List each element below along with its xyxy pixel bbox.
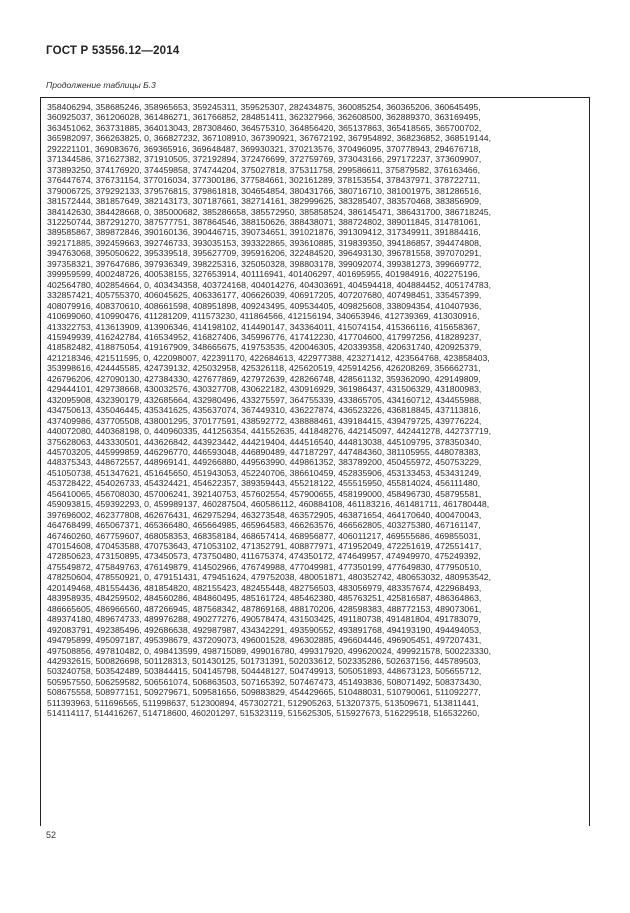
table-row: 464768499, 465067371, 465366480, 465664985, 465964583, 466263576, 466562805, 403275380, 467161147, <box>47 520 481 531</box>
document-header: ГОСТ Р 53556.12—2014 <box>46 45 180 57</box>
table-row: 408079916, 408370610, 408661598, 408951898, 409243495, 409534405, 409825608, 338094354, 410407936, <box>47 300 482 311</box>
table-row: 489374180, 489674733, 489976288, 490277276, 490578474, 431503425, 491180738, 491481804, 491783079, <box>47 614 481 625</box>
table-row: 381572444, 381857649, 382143173, 307187661, 382714161, 382999625, 383285407, 383570468, 383856909, <box>47 196 482 207</box>
table-row: 373893250, 374176920, 374459858, 374744204, 375027818, 375311758, 299586611, 375879582, 376163466, <box>47 164 481 175</box>
table-row: 486665605, 486966560, 487266945, 487568342, 487869168, 488170206, 428598383, 488772153, 489073061, <box>47 603 482 614</box>
table-row: 497508856, 497810482, 0, 498413599, 498715089, 499016780, 499317920, 499620024, 499921578, 500223330, <box>47 645 492 656</box>
table-row: 437409986, 437705508, 438001295, 370177591, 438592772, 438888461, 439184415, 439479725, 439776224, <box>47 415 482 426</box>
table-row: 392171885, 392459663, 392746733, 393035153, 393322865, 393610885, 319839350, 394186857, 394474808, <box>47 237 482 248</box>
table-row: 353998616, 424445585, 424739132, 425032958, 425326118, 425620519, 425914256, 426208269, 356662731, <box>47 363 481 374</box>
page-number: 52 <box>46 830 57 840</box>
table-row: 470154608, 470453588, 470753643, 471053102, 471352791, 408877971, 471952049, 472251619, 472551417, <box>47 541 482 552</box>
table-row: 413322753, 413613909, 413906346, 414198102, 414490147, 343364011, 415074154, 415366116, 415658367, <box>47 321 481 332</box>
table-row: 332857421, 405755370, 406045625, 406336177, 406626039, 406917205, 407207680, 407498451, 335457399, <box>47 290 482 301</box>
table-row: 494795899, 495097187, 495398679, 437209073, 496001528, 496302885, 496604446, 496905451, 497207431, <box>47 635 482 646</box>
table-row: 384142630, 384428668, 0, 385000682, 385286658, 385572950, 385858524, 386145471, 386431700, 386718245, <box>47 206 492 217</box>
table-row: 379006725, 379292133, 379576815, 379861818, 304654854, 380431766, 380716710, 381001975, 381286516, <box>47 185 482 196</box>
table-row: 360925037, 361206028, 361486271, 361766852, 284851411, 362327966, 362608500, 362889370, 363169495, <box>47 112 481 123</box>
table-row: 418582482, 418875054, 419167909, 348665675, 419753535, 420046305, 420339358, 420631740, 420925379, <box>47 342 482 353</box>
table-row: 376447674, 376731154, 377016034, 377300186, 377584661, 302161289, 378153554, 378437971, 378722711, <box>47 175 481 186</box>
table-row: 459093815, 459392293, 0, 459989137, 460287504, 460586112, 460884108, 461183216, 461481711, 461780448, <box>47 499 490 510</box>
table-row: 456410065, 456708030, 457006241, 392140753, 457602554, 457900655, 458199000, 458496730, 458795581, <box>47 488 482 499</box>
table-row: 472850623, 473150895, 473450573, 473750480, 411675374, 474350172, 474649957, 474949970, 475249392, <box>47 551 481 562</box>
table-row: 508675558, 508977151, 509279671, 509581656, 509883829, 454429665, 510488031, 510790061, 511092277, <box>47 687 481 698</box>
table-row: 511393963, 511696565, 511998637, 512300894, 457302721, 512905263, 513207375, 513509671, 513811441, <box>47 697 479 708</box>
table-row: 394763068, 395050622, 395339518, 395627709, 395916206, 322484520, 396493130, 396781558, 397070291, <box>47 248 482 259</box>
table-row: 505957550, 506259582, 506561074, 506863503, 507165392, 507467473, 451493836, 508071492, 508373430, <box>47 676 482 687</box>
table-row: 365982097, 366263825, 0, 366827232, 367108910, 367390921, 367672192, 367954892, 368236852, 368519144, <box>47 133 492 144</box>
table-row: 399959599, 400248726, 400538155, 327653914, 401116941, 401406297, 401695955, 401984916, 402275196, <box>47 269 481 280</box>
table-row: 402564780, 402854664, 0, 403434358, 403724168, 404014276, 404303691, 404594418, 404884452, 405174783, <box>47 279 492 290</box>
table-rows <box>47 102 585 719</box>
table-row: 363451062, 363731885, 364013043, 287308460, 364575310, 364856420, 365137863, 365418565, 365700702, <box>47 122 482 133</box>
table-border-tick-left <box>40 821 41 826</box>
table-row: 434750613, 435046445, 435341625, 435637074, 367449310, 436227874, 436523226, 436818845, 437113816, <box>47 405 481 416</box>
table-row: 467460260, 467759607, 468058353, 468358184, 468657414, 468956877, 406011217, 469555686, 469855031, <box>47 530 481 541</box>
table-caption: Продолжение таблицы Б.3 <box>46 80 156 90</box>
table-row: 389585867, 389872846, 390160136, 390446715, 390734651, 391021876, 391309412, 317349911, 391884416, <box>47 227 481 238</box>
table-row: 426796206, 427090130, 427384330, 427677869, 427972639, 428266748, 428561132, 359362090, 429149809, <box>47 373 481 384</box>
table-row: 492083791, 492385496, 492686638, 492987987, 434342291, 493590552, 493891768, 494193190, 494494053, <box>47 624 482 635</box>
table-row: 445703205, 445999859, 446296770, 446593048, 446890489, 447187297, 447484360, 381105955, 448078383, <box>47 446 481 457</box>
table-row: 371344586, 371627382, 371910505, 372192894, 372476699, 372759769, 373043166, 297172237, 373609907, <box>47 154 482 165</box>
table-row: 410699060, 410990476, 411281209, 411573230, 411864566, 412156194, 340653946, 412739369, 413030916, <box>47 311 480 322</box>
table-row: 415949939, 416242784, 416534952, 416827406, 345996776, 417412230, 417704600, 417997256, 418289237, <box>47 331 482 342</box>
table-row: 442932615, 500826698, 501128313, 501430125, 501731391, 502033612, 502335286, 502637156, 445789503, <box>47 656 481 667</box>
table-row: 358406294, 358685246, 358965653, 359245311, 359525307, 282434875, 360085254, 360365206, 360645495, <box>47 102 481 112</box>
table-row: 453728422, 454026733, 454324421, 454622357, 389359443, 455218122, 455515950, 455814024, 456111480, <box>47 478 481 489</box>
table-row: 421218346, 421511595, 0, 422098007, 422391170, 422684613, 422977388, 423271412, 423564768, 423858403, <box>47 352 490 363</box>
table-row: 420149468, 481554436, 481854820, 482155423, 482455448, 482756503, 483056979, 483357674, 422968493, <box>47 582 482 593</box>
table-row: 448375343, 448672557, 448969141, 449266880, 449563990, 449861352, 383789200, 450455972, 450753229, <box>47 457 482 468</box>
table-row: 475549872, 475849763, 476149879, 414502966, 476749988, 477049981, 477350199, 477649830, 477950510, <box>47 561 482 572</box>
data-table <box>40 97 590 821</box>
table-row: 483958935, 484259502, 484560286, 484860495, 485161724, 485462380, 485763251, 425816587, 486364863, <box>47 593 482 604</box>
table-row: 292221101, 369083676, 369365916, 369648487, 369930321, 370213576, 370496095, 370778943, 294676718, <box>47 143 481 154</box>
table-row: 397696002, 462377808, 462676431, 462975294, 463273548, 463572905, 463871654, 464170640, 400470043, <box>47 509 482 520</box>
table-border-tick-right <box>589 821 590 826</box>
table-row: 478250604, 478550921, 0, 479151431, 479451624, 479752038, 480051871, 480352742, 480653032, 480953542, <box>47 572 492 583</box>
table-row: 451050738, 451347621, 451645650, 451943053, 452240706, 386610459, 452835906, 453133453, 453431249, <box>47 467 482 478</box>
table-row: 432095908, 432390179, 432685664, 432980496, 433275597, 364755339, 433865705, 434160712, 434455988, <box>47 394 482 405</box>
table-row: 312250744, 387291270, 387577751, 387864546, 388150626, 388438071, 388724802, 389011845, 314781061, <box>47 216 481 227</box>
table-row: 397358321, 397647686, 397936349, 398225316, 325050328, 398803178, 399092074, 399381273, 399669772, <box>47 258 482 269</box>
table-row: 514114117, 514416267, 514718600, 460201297, 515323119, 515625305, 515927673, 516229518, 516532260, <box>47 708 480 719</box>
table-row: 440072080, 440368198, 0, 440960335, 441256354, 441552635, 441848276, 442145097, 442441278, 442737719, <box>47 426 492 437</box>
table-row: 375628063, 443330501, 443626842, 443923442, 444219404, 444516540, 444813038, 445109795, 378350340, <box>47 436 482 447</box>
table-row: 429444101, 429738668, 430032576, 430327708, 430622182, 430916929, 361986437, 431506329, 431800983, <box>47 384 482 395</box>
table-row: 503240758, 503542489, 503844415, 504145798, 504448127, 504749913, 505051893, 448673123, 505655712, <box>47 666 482 677</box>
